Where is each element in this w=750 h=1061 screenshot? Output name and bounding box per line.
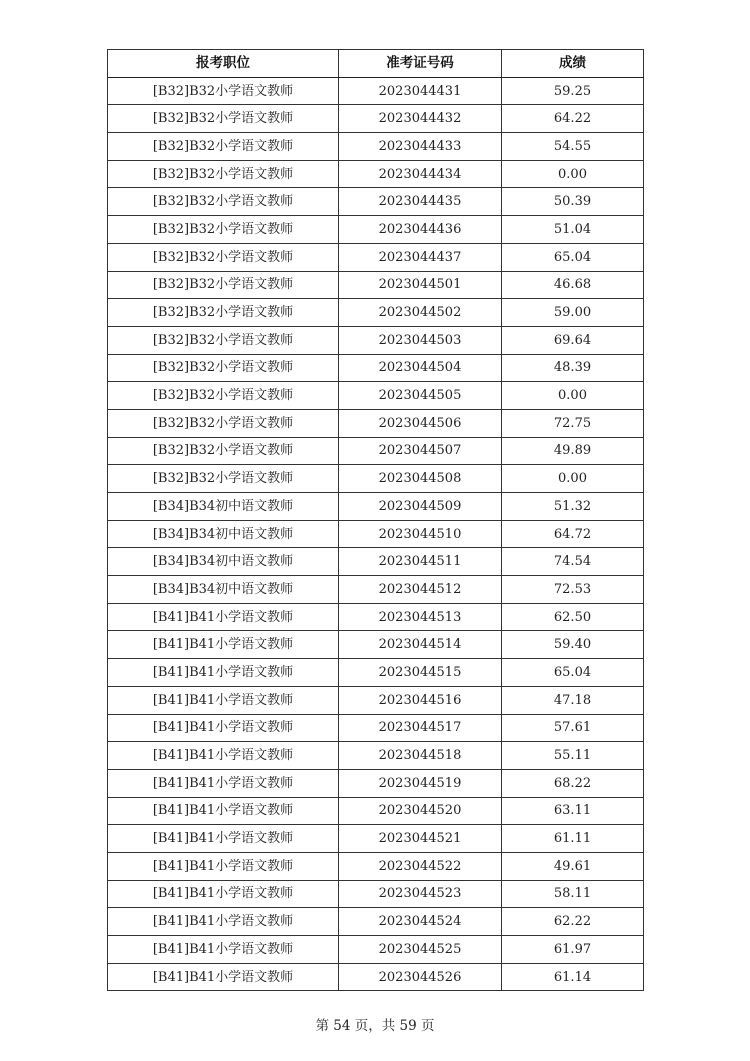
- table-row: [108, 797, 644, 825]
- cell-score: 69.64: [502, 326, 644, 354]
- table-row: [108, 576, 644, 604]
- table-row: [108, 409, 644, 437]
- cell-score: 64.22: [502, 105, 644, 133]
- cell-position: [B41]B41小学语文教师: [108, 769, 339, 797]
- table-row: [108, 105, 644, 133]
- cell-position: [B34]B34初中语文教师: [108, 493, 339, 521]
- cell-position: [B41]B41小学语文教师: [108, 936, 339, 964]
- table-row: [108, 465, 644, 493]
- cell-position: [B32]B32小学语文教师: [108, 77, 339, 105]
- table-row: [108, 742, 644, 770]
- cell-exam-number: 2023044513: [339, 603, 502, 631]
- cell-score: 68.22: [502, 769, 644, 797]
- cell-score: 0.00: [502, 382, 644, 410]
- cell-position: [B41]B41小学语文教师: [108, 714, 339, 742]
- cell-exam-number: 2023044505: [339, 382, 502, 410]
- cell-exam-number: 2023044437: [339, 243, 502, 271]
- cell-exam-number: 2023044507: [339, 437, 502, 465]
- cell-score: 47.18: [502, 686, 644, 714]
- table-header: [108, 50, 644, 78]
- cell-score: 61.97: [502, 936, 644, 964]
- cell-score: 59.40: [502, 631, 644, 659]
- cell-position: [B41]B41小学语文教师: [108, 908, 339, 936]
- cell-position: [B32]B32小学语文教师: [108, 326, 339, 354]
- table-row: [108, 216, 644, 244]
- header-row: [108, 50, 644, 78]
- cell-score: 57.61: [502, 714, 644, 742]
- cell-score: 72.75: [502, 409, 644, 437]
- table-row: [108, 686, 644, 714]
- table-row: [108, 880, 644, 908]
- cell-exam-number: 2023044435: [339, 188, 502, 216]
- table-row: [108, 852, 644, 880]
- cell-position: [B41]B41小学语文教师: [108, 742, 339, 770]
- cell-score: 49.89: [502, 437, 644, 465]
- cell-score: 62.22: [502, 908, 644, 936]
- table-row: [108, 769, 644, 797]
- cell-position: [B41]B41小学语文教师: [108, 963, 339, 991]
- cell-exam-number: 2023044523: [339, 880, 502, 908]
- table-row: [108, 271, 644, 299]
- cell-exam-number: 2023044514: [339, 631, 502, 659]
- cell-score: 72.53: [502, 576, 644, 604]
- cell-score: 64.72: [502, 520, 644, 548]
- cell-score: 62.50: [502, 603, 644, 631]
- cell-score: 51.04: [502, 216, 644, 244]
- cell-score: 46.68: [502, 271, 644, 299]
- cell-score: 65.04: [502, 243, 644, 271]
- table-row: [108, 382, 644, 410]
- cell-score: 49.61: [502, 852, 644, 880]
- table-body: [108, 77, 644, 991]
- cell-score: 0.00: [502, 465, 644, 493]
- header-score: 成绩: [502, 50, 644, 78]
- cell-exam-number: 2023044434: [339, 160, 502, 188]
- page-footer: 第 54 页，共 59 页: [315, 1018, 435, 1034]
- table-row: [108, 188, 644, 216]
- table-row: [108, 548, 644, 576]
- table-row: [108, 160, 644, 188]
- cell-exam-number: 2023044508: [339, 465, 502, 493]
- cell-position: [B32]B32小学语文教师: [108, 437, 339, 465]
- table-row: [108, 354, 644, 382]
- cell-position: [B32]B32小学语文教师: [108, 243, 339, 271]
- cell-score: 61.14: [502, 963, 644, 991]
- cell-position: [B41]B41小学语文教师: [108, 880, 339, 908]
- cell-exam-number: 2023044510: [339, 520, 502, 548]
- table-row: [108, 908, 644, 936]
- cell-score: 55.11: [502, 742, 644, 770]
- cell-position: [B34]B34初中语文教师: [108, 576, 339, 604]
- cell-exam-number: 2023044433: [339, 133, 502, 161]
- table-row: [108, 437, 644, 465]
- table-row: [108, 299, 644, 327]
- cell-exam-number: 2023044512: [339, 576, 502, 604]
- cell-exam-number: 2023044517: [339, 714, 502, 742]
- cell-position: [B32]B32小学语文教师: [108, 160, 339, 188]
- cell-position: [B32]B32小学语文教师: [108, 216, 339, 244]
- cell-score: 54.55: [502, 133, 644, 161]
- cell-score: 50.39: [502, 188, 644, 216]
- cell-score: 65.04: [502, 659, 644, 687]
- cell-position: [B41]B41小学语文教师: [108, 797, 339, 825]
- cell-exam-number: 2023044432: [339, 105, 502, 133]
- cell-exam-number: 2023044518: [339, 742, 502, 770]
- cell-position: [B32]B32小学语文教师: [108, 133, 339, 161]
- cell-exam-number: 2023044519: [339, 769, 502, 797]
- cell-position: [B34]B34初中语文教师: [108, 548, 339, 576]
- table-row: [108, 243, 644, 271]
- cell-position: [B41]B41小学语文教师: [108, 825, 339, 853]
- cell-score: 61.11: [502, 825, 644, 853]
- cell-score: 51.32: [502, 493, 644, 521]
- cell-score: 74.54: [502, 548, 644, 576]
- cell-position: [B32]B32小学语文教师: [108, 188, 339, 216]
- cell-exam-number: 2023044509: [339, 493, 502, 521]
- cell-exam-number: 2023044436: [339, 216, 502, 244]
- cell-position: [B32]B32小学语文教师: [108, 105, 339, 133]
- cell-position: [B41]B41小学语文教师: [108, 852, 339, 880]
- cell-position: [B32]B32小学语文教师: [108, 354, 339, 382]
- header-exam-number: 准考证号码: [339, 50, 502, 78]
- cell-exam-number: 2023044504: [339, 354, 502, 382]
- cell-position: [B32]B32小学语文教师: [108, 409, 339, 437]
- cell-exam-number: 2023044511: [339, 548, 502, 576]
- table-row: [108, 631, 644, 659]
- cell-exam-number: 2023044501: [339, 271, 502, 299]
- header-position: 报考职位: [108, 50, 339, 78]
- cell-exam-number: 2023044431: [339, 77, 502, 105]
- cell-score: 59.00: [502, 299, 644, 327]
- cell-exam-number: 2023044502: [339, 299, 502, 327]
- table-row: [108, 825, 644, 853]
- cell-position: [B32]B32小学语文教师: [108, 299, 339, 327]
- cell-exam-number: 2023044503: [339, 326, 502, 354]
- cell-score: 59.25: [502, 77, 644, 105]
- cell-exam-number: 2023044521: [339, 825, 502, 853]
- cell-score: 63.11: [502, 797, 644, 825]
- cell-exam-number: 2023044506: [339, 409, 502, 437]
- cell-exam-number: 2023044515: [339, 659, 502, 687]
- cell-score: 48.39: [502, 354, 644, 382]
- cell-position: [B41]B41小学语文教师: [108, 686, 339, 714]
- table-row: [108, 963, 644, 991]
- table-row: [108, 493, 644, 521]
- cell-position: [B32]B32小学语文教师: [108, 465, 339, 493]
- table-row: [108, 133, 644, 161]
- cell-exam-number: 2023044516: [339, 686, 502, 714]
- cell-exam-number: 2023044524: [339, 908, 502, 936]
- cell-position: [B32]B32小学语文教师: [108, 382, 339, 410]
- cell-exam-number: 2023044525: [339, 936, 502, 964]
- cell-position: [B41]B41小学语文教师: [108, 659, 339, 687]
- table-row: [108, 77, 644, 105]
- cell-exam-number: 2023044522: [339, 852, 502, 880]
- cell-position: [B41]B41小学语文教师: [108, 603, 339, 631]
- table-row: [108, 603, 644, 631]
- table-row: [108, 936, 644, 964]
- table-row: [108, 714, 644, 742]
- table-row: [108, 520, 644, 548]
- table-row: [108, 326, 644, 354]
- cell-position: [B41]B41小学语文教师: [108, 631, 339, 659]
- cell-position: [B34]B34初中语文教师: [108, 520, 339, 548]
- cell-score: 58.11: [502, 880, 644, 908]
- cell-score: 0.00: [502, 160, 644, 188]
- cell-position: [B32]B32小学语文教师: [108, 271, 339, 299]
- cell-exam-number: 2023044526: [339, 963, 502, 991]
- cell-exam-number: 2023044520: [339, 797, 502, 825]
- table-row: [108, 659, 644, 687]
- score-table: [107, 49, 644, 991]
